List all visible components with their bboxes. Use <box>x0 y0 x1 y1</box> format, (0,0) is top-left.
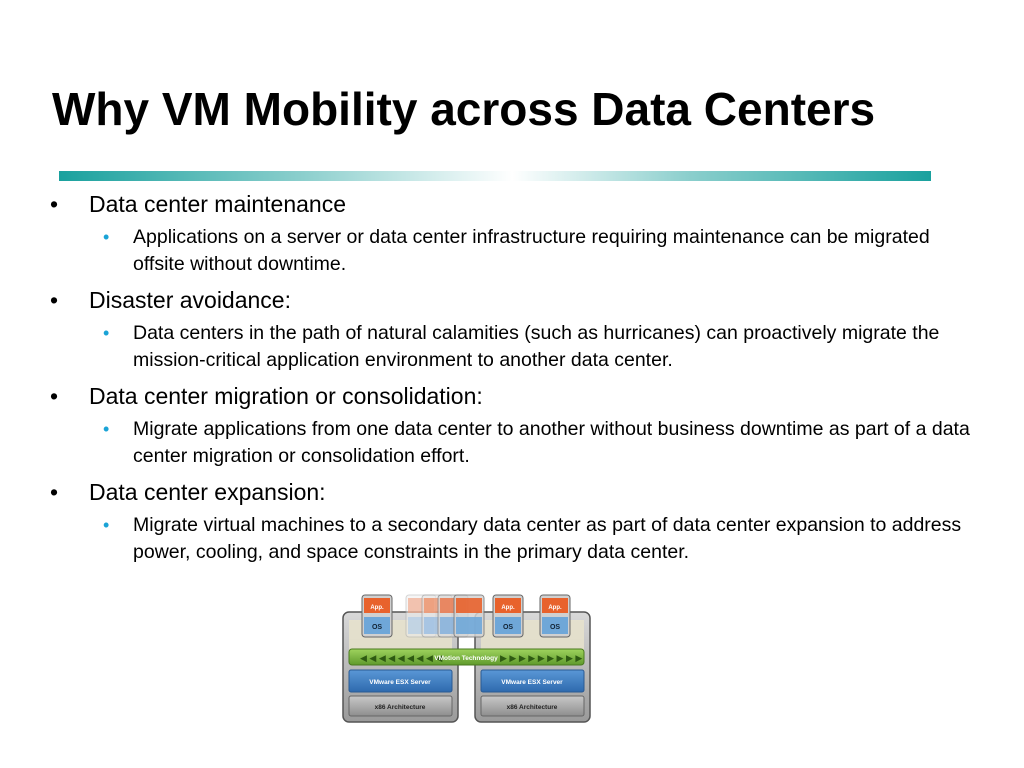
sub-bullet-item <box>46 416 986 470</box>
bullet-text: Data center migration or consolidation: <box>89 383 483 409</box>
vmotion-diagram-graphic <box>342 592 592 724</box>
arch-label-right: x86 Architecture <box>506 704 558 711</box>
bullet-item <box>46 382 986 410</box>
app-label: App. <box>370 605 384 611</box>
os-label: OS <box>371 624 383 631</box>
vmotion-label: VMotion Technology <box>434 655 498 662</box>
sub-bullet-dot-icon: • <box>103 323 110 343</box>
vm-stack-right-1 <box>493 595 523 637</box>
vm-stack-right-2 <box>540 595 570 637</box>
bullet-dot-icon: • <box>50 383 59 409</box>
bullet-text: Data center maintenance <box>89 191 346 217</box>
svg-text:▶ ▶ ▶ ▶ ▶ ▶ ▶ ▶ ▶: ▶ ▶ ▶ ▶ ▶ ▶ ▶ ▶ ▶ <box>500 653 583 663</box>
sub-bullet-dot-icon: • <box>103 515 110 535</box>
app-label: App. <box>548 605 562 611</box>
sub-bullet-text: Applications on a server or data center infrastructure requiring maintenance can be migrated offsite without downtime. <box>133 226 930 275</box>
slide-title: Why VM Mobility across Data Centers <box>52 83 876 135</box>
bullet-dot-icon: • <box>50 287 59 313</box>
sub-bullet-dot-icon: • <box>103 419 110 439</box>
os-label: OS <box>549 624 561 631</box>
sub-bullet-item <box>46 224 986 278</box>
title-underline <box>59 171 931 181</box>
bullet-dot-icon: • <box>50 191 59 217</box>
vm-migration-trail <box>406 595 484 637</box>
bullet-text: Data center expansion: <box>89 479 326 505</box>
bullet-dot-icon: • <box>50 479 59 505</box>
vm-stack-left <box>362 595 392 637</box>
sub-bullet-item <box>46 320 986 374</box>
app-label: App. <box>501 605 515 611</box>
esx-label-right: VMware ESX Server <box>501 679 563 686</box>
sub-bullet-item <box>46 512 986 566</box>
vmotion-bar <box>349 649 584 665</box>
bullet-item <box>46 190 986 218</box>
sub-bullet-text: Data centers in the path of natural calamities (such as hurricanes) can proactively migrate the mission-critical application environment to another data center. <box>133 322 940 371</box>
svg-text:◀ ◀ ◀ ◀ ◀ ◀ ◀ ◀ ◀: ◀ ◀ ◀ ◀ ◀ ◀ ◀ ◀ ◀ <box>360 653 443 663</box>
bullet-item <box>46 478 986 506</box>
bullet-item <box>46 286 986 314</box>
os-label: OS <box>502 624 514 631</box>
bullet-text: Disaster avoidance: <box>89 287 291 313</box>
sub-bullet-dot-icon: • <box>103 227 110 247</box>
sub-bullet-text: Migrate virtual machines to a secondary data center as part of data center expansion to address power, cooling, and space constraints in the primary data center. <box>133 514 962 563</box>
bullet-list <box>46 190 986 566</box>
arch-label-left: x86 Architecture <box>374 704 426 711</box>
vmotion-diagram <box>342 592 592 724</box>
esx-label-left: VMware ESX Server <box>369 679 431 686</box>
sub-bullet-text: Migrate applications from one data center to another without business downtime as part of a data center migration or consolidation effort. <box>133 418 970 467</box>
